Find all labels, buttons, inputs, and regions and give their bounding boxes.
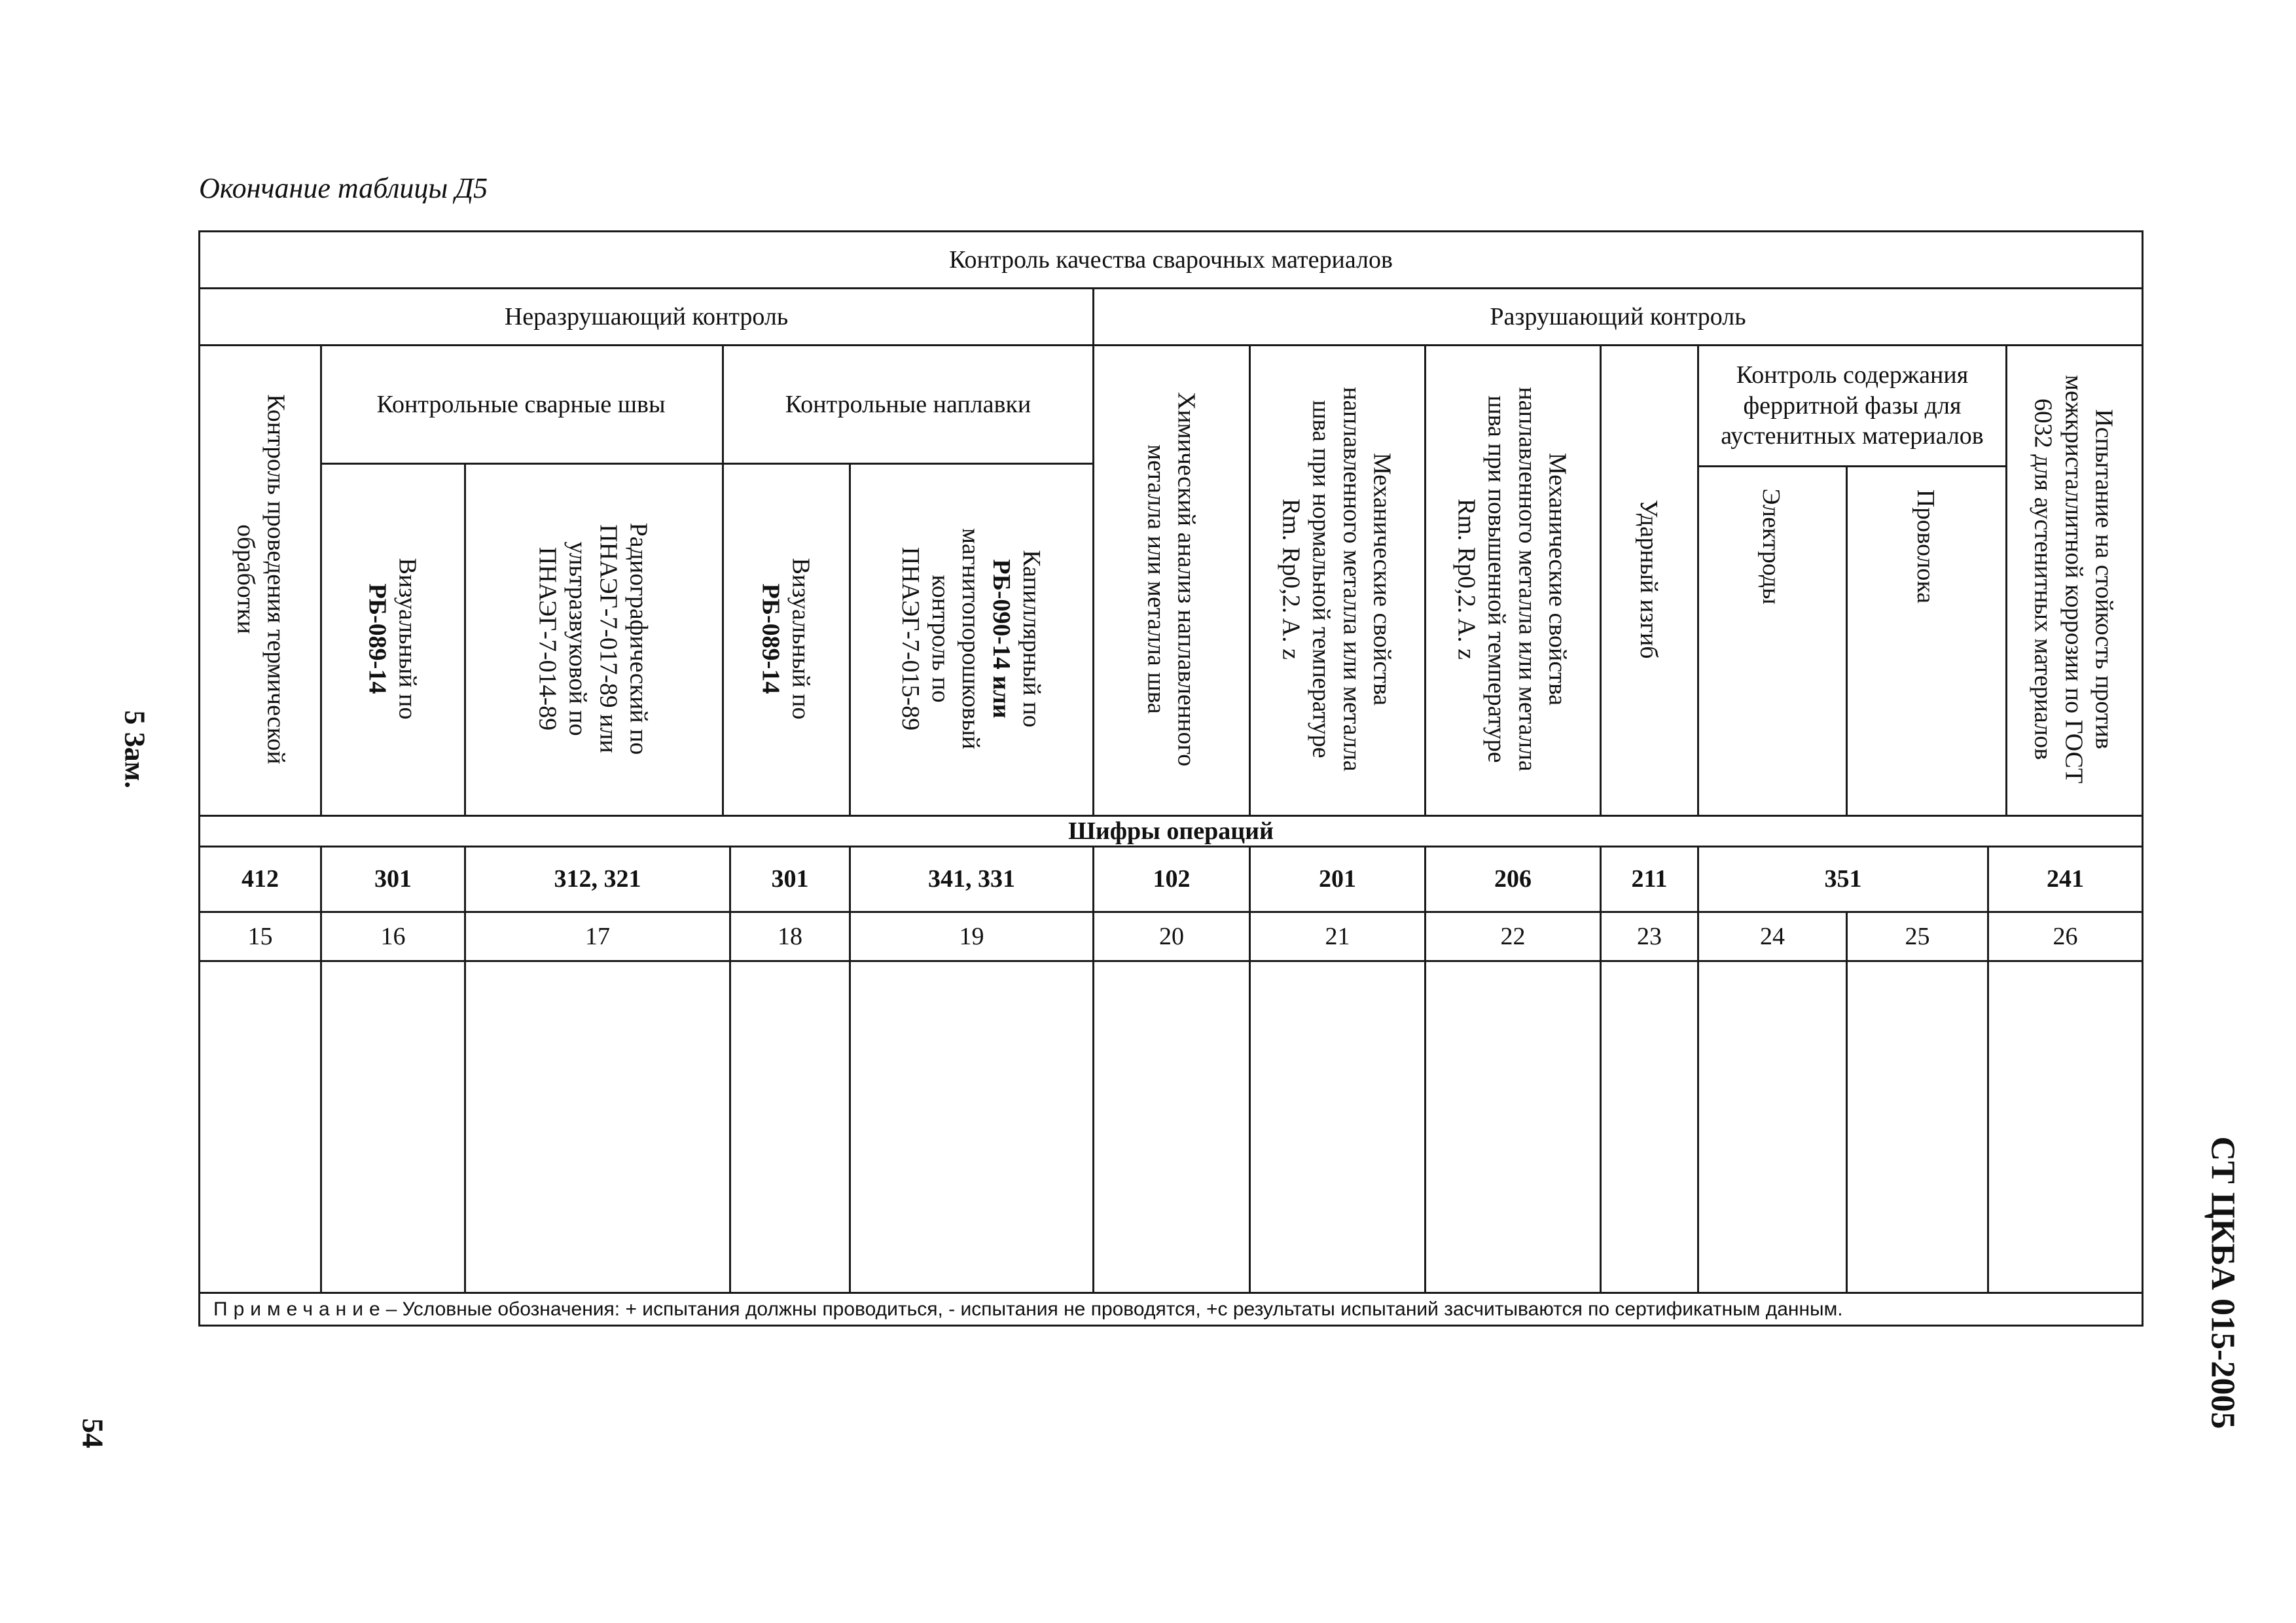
rule-v bbox=[1424, 344, 1426, 815]
col22-header: Механические свойства наплавленного металла или металла шва при повышенной температуре Rm. Rp0,2. A. z bbox=[1452, 387, 1571, 772]
column-number: 25 bbox=[1905, 922, 1930, 950]
note-label: Примечание bbox=[213, 1298, 386, 1320]
column-number: 15 bbox=[247, 922, 273, 950]
table-title: Контроль качества сварочных материалов bbox=[949, 245, 1393, 274]
rule-v bbox=[1846, 465, 1848, 815]
code-cell: 412 bbox=[242, 865, 279, 893]
header-welded-seams: Контрольные сварные швы bbox=[376, 390, 666, 418]
rule-v bbox=[1846, 911, 1848, 1292]
rule-v bbox=[1600, 344, 1602, 815]
code-cell: 201 bbox=[1319, 865, 1356, 893]
code-cell: 241 bbox=[2047, 865, 2084, 893]
column-number: 22 bbox=[1500, 922, 1526, 950]
column-number: 23 bbox=[1637, 922, 1662, 950]
col25-header: Проволока bbox=[1912, 489, 1940, 604]
column-number: 26 bbox=[2053, 922, 2078, 950]
col15-header: Контроль проведения термической обработки bbox=[232, 394, 290, 764]
quality-control-table bbox=[198, 230, 2144, 1327]
column-number: 24 bbox=[1760, 922, 1785, 950]
col21-header: Механические свойства наплавленного металла или металла шва при нормальной температуре Rm. Rp0,2. A. z bbox=[1277, 387, 1396, 772]
rule-v bbox=[320, 344, 322, 815]
note-text: – Условные обозначения: + испытания должны проводиться, - испытания не проводятся, +с результаты испытаний засчитываются по сертификатным данным. bbox=[386, 1298, 1843, 1320]
code-cell: 341, 331 bbox=[928, 865, 1015, 893]
codes-header: Шифры операций bbox=[1068, 817, 1274, 845]
table-caption: Окончание таблицы Д5 bbox=[199, 172, 488, 204]
column-number: 17 bbox=[585, 922, 610, 950]
col18-header: Визуальный по РБ-089-14 bbox=[757, 558, 815, 720]
rule-h bbox=[200, 960, 2142, 962]
code-cell: 301 bbox=[374, 865, 412, 893]
rule-v bbox=[464, 463, 466, 815]
col16-header: Визуальный по РБ-089-14 bbox=[363, 558, 422, 720]
code-cell: 351 bbox=[1824, 865, 1862, 893]
rule-h bbox=[200, 1292, 2142, 1294]
col24-header: Электроды bbox=[1757, 488, 1785, 605]
code-cell: 102 bbox=[1153, 865, 1191, 893]
rule-v bbox=[849, 463, 851, 815]
header-destructive: Разрушающий контроль bbox=[1490, 302, 1746, 330]
header-overlays: Контрольные наплавки bbox=[785, 390, 1031, 418]
code-cell: 301 bbox=[771, 865, 809, 893]
code-cell: 312, 321 bbox=[554, 865, 641, 893]
document-code: СТ ЦКБА 015-2005 bbox=[2204, 1136, 2242, 1429]
revision-mark: 5 Зам. bbox=[118, 710, 151, 789]
col23-header: Ударный изгиб bbox=[1635, 499, 1663, 659]
col26-header: Испытание на стойкость против межкристаллитной коррозии по ГОСТ 6032 для аустенитных материалов bbox=[2029, 374, 2118, 784]
rule-h bbox=[320, 463, 1092, 465]
column-number: 18 bbox=[778, 922, 802, 950]
column-number: 21 bbox=[1325, 922, 1350, 950]
column-number: 20 bbox=[1159, 922, 1184, 950]
rule-v bbox=[2005, 344, 2007, 815]
page-number: 54 bbox=[76, 1418, 110, 1448]
col19-header: Капиллярный по РБ-090-14 или магнитопорошковый контроль по ПНАЭГ-7-015-89 bbox=[896, 528, 1045, 749]
header-ferrite: Контроль содержания ферритной фазы для аустенитных материалов bbox=[1721, 361, 1984, 450]
header-nondestructive: Неразрушающий контроль bbox=[504, 302, 789, 330]
col17-header: Радиографический по ПНАЭГ-7-017-89 или ультразвуковой по ПНАЭГ-7-014-89 bbox=[533, 522, 653, 755]
rule-v bbox=[1092, 287, 1094, 815]
rule-v bbox=[1249, 344, 1251, 815]
col20-header: Химический анализ наплавленного металла или металла шва bbox=[1142, 391, 1200, 767]
table-note bbox=[213, 1298, 1843, 1321]
code-cell: 211 bbox=[1631, 865, 1668, 893]
column-number: 16 bbox=[380, 922, 406, 950]
rule-h bbox=[1697, 465, 2005, 467]
column-number: 19 bbox=[959, 922, 984, 950]
code-cell: 206 bbox=[1494, 865, 1532, 893]
